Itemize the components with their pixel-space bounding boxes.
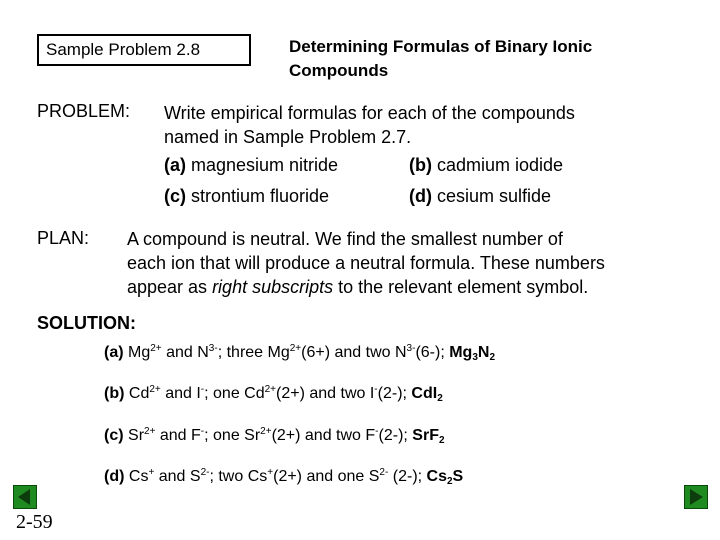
title-line-1: Determining Formulas of Binary Ionic (289, 37, 593, 56)
page-title (289, 35, 689, 83)
plan-line-2: each ion that will produce a neutral formula. These numbers (127, 253, 605, 273)
problem-line-2: named in Sample Problem 2.7. (164, 127, 412, 147)
formula-c: SrF$_2$ (412, 427, 445, 446)
page-number: 2-59 (16, 511, 53, 533)
problem-line-1: Write empirical formulas for each of the compounds (164, 103, 575, 123)
formula-b: CdI$_2$ (411, 385, 443, 404)
right-triangle-icon (685, 486, 707, 508)
next-slide-button[interactable] (684, 485, 708, 509)
solution-d: (d) Cs+ and $S^{2-}$; two Cs+(2+) and one $S^{2-}$ (2-); $Cs_2S$ (104, 467, 464, 487)
problem-item-b: (b) cadmium iodide (409, 155, 564, 175)
left-triangle-icon (14, 486, 36, 508)
problem-item-a: (a) magnesium nitride (164, 155, 339, 175)
sample-problem-box (37, 34, 251, 66)
solution-c: (c) $Sr^{2+}$ and F-; one $Sr^{2+}(2+)$ and two F-(2-); SrF$_2$ (104, 426, 445, 446)
title-line-2: Compounds (289, 61, 389, 80)
solution-a: (a) $Mg^{2+}$ and $N^{3-}$; three $Mg^{2+}(6+)$ and two $N^{3-}(6-)$; $Mg_3N_2$ (104, 343, 496, 363)
problem-text (164, 101, 575, 149)
problem-label: PROBLEM: (37, 101, 131, 121)
plan-text (127, 227, 605, 299)
problem-item-d: (d) cesium sulfide (409, 186, 552, 206)
problem-item-c: (c) strontium fluoride (164, 186, 330, 206)
plan-line-3: appear as right subscripts to the relevant element symbol. (127, 277, 589, 297)
plan-label: PLAN: (37, 228, 90, 248)
solution-b: (b) $Cd^{2+}$ and I-; one $Cd^{2+}(2+)$ and two I-(2-); CdI$_2$ (104, 384, 443, 404)
prev-slide-button[interactable] (13, 485, 37, 509)
sample-problem-label: Sample Problem 2.8 (46, 40, 201, 59)
formula-d: $Cs_2S$ (426, 468, 464, 487)
plan-line-1: A compound is neutral. We find the smallest number of (127, 229, 563, 249)
solution-label: SOLUTION: (37, 313, 136, 333)
formula-a: $Mg_3N_2$ (449, 344, 496, 363)
